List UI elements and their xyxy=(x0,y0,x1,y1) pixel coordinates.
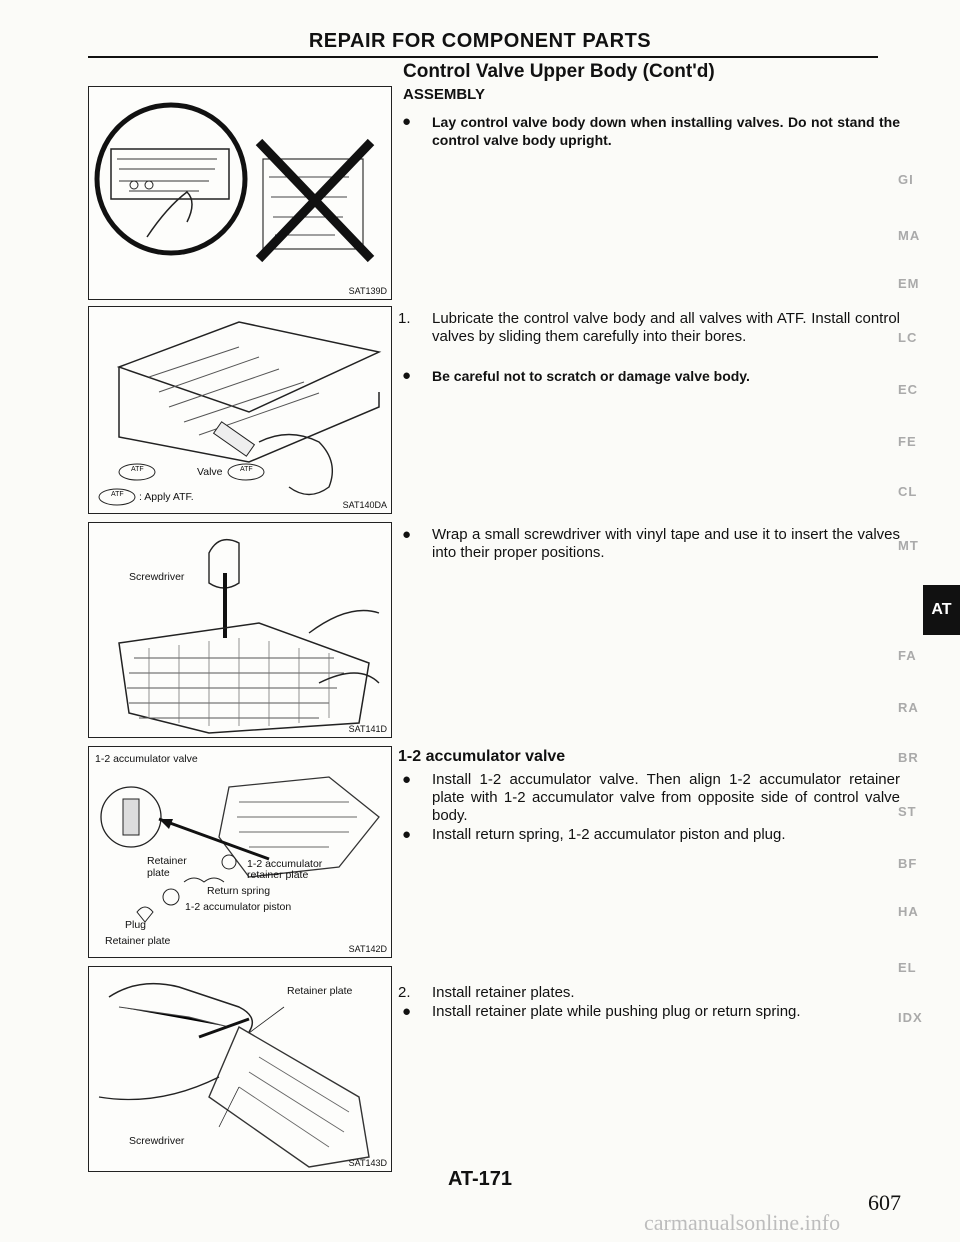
page-header: REPAIR FOR COMPONENT PARTS xyxy=(308,30,652,52)
side-tab-br[interactable]: BR xyxy=(898,750,919,765)
screwdriver-label: Screwdriver xyxy=(129,1135,185,1147)
side-tab-ec[interactable]: EC xyxy=(898,382,919,397)
side-tab-lc[interactable]: LC xyxy=(898,330,918,345)
accumulator-retainer-plate-label: 1-2 accumulator retainer plate xyxy=(247,858,323,881)
step1-text: Lubricate the control valve body and all valves with ATF. Install control valves by sliding them carefully into their bores. xyxy=(432,310,900,345)
side-tab-fa[interactable]: FA xyxy=(898,648,917,663)
retainer-plate-label-2: Retainer plate xyxy=(105,935,171,947)
step1-note: Be careful not to scratch or damage valve body. xyxy=(432,368,750,384)
bullet: ● xyxy=(402,771,412,788)
screwdriver-insert-illustration xyxy=(89,523,391,737)
figure-sat143d xyxy=(88,966,392,1172)
retainer-plate-label: Retainer plate xyxy=(287,985,353,997)
bullet: ● xyxy=(402,367,412,384)
side-tab-bf[interactable]: BF xyxy=(898,856,918,871)
bullet: ● xyxy=(402,826,412,843)
step2-text: Install retainer plates. xyxy=(432,984,575,1001)
step2-bullet: Install retainer plate while pushing plug or return spring. xyxy=(432,1003,801,1020)
side-tab-cl[interactable]: CL xyxy=(898,484,918,499)
accumulator-bullet-2: Install return spring, 1-2 accumulator piston and plug. xyxy=(432,826,786,843)
side-tab-mt[interactable]: MT xyxy=(898,538,919,553)
accumulator-valve-label: 1-2 accumulator valve xyxy=(95,753,198,765)
intro-bullet: Lay control valve body down when installing valves. Do not stand the control valve body upright. xyxy=(432,114,900,148)
atf-symbol: ATF xyxy=(131,466,144,473)
section-title: Control Valve Upper Body (Cont'd) xyxy=(403,61,715,82)
wrap-text: Wrap a small screwdriver with vinyl tape and use it to insert the valves into their proper positions. xyxy=(432,526,900,561)
screwdriver-label: Screwdriver xyxy=(129,571,185,583)
lubricate-valve-illustration xyxy=(89,307,391,513)
bullet: ● xyxy=(402,113,412,130)
figure-code: SAT143D xyxy=(348,1158,387,1168)
side-tab-ha[interactable]: HA xyxy=(898,904,919,919)
side-tab-el[interactable]: EL xyxy=(898,960,917,975)
atf-symbol: ATF xyxy=(240,466,253,473)
accumulator-piston-label: 1-2 accumulator piston xyxy=(185,901,292,913)
header-rule xyxy=(88,56,878,58)
accumulator-heading: 1-2 accumulator valve xyxy=(398,748,566,765)
accumulator-bullet-1: Install 1-2 accumulator valve. Then align 1-2 accumulator retainer plate with 1-2 accumulator valve from opposite side of control valve body. xyxy=(432,771,900,824)
page-number: 607 xyxy=(868,1190,901,1215)
side-tab-em[interactable]: EM xyxy=(898,276,920,291)
assembly-subtitle: ASSEMBLY xyxy=(403,86,485,103)
figure-sat139d xyxy=(88,86,392,300)
page-footer: AT-171 xyxy=(447,1168,513,1190)
bullet: ● xyxy=(402,1003,412,1020)
figure-sat141d xyxy=(88,522,392,738)
watermark: carmanualsonline.info xyxy=(644,1210,841,1235)
figure-code: SAT141D xyxy=(348,724,387,734)
valve-body-upright-illustration xyxy=(89,87,391,299)
plug-label: Plug xyxy=(125,919,147,931)
step-number: 2. xyxy=(398,984,411,1001)
side-tab-fe[interactable]: FE xyxy=(898,434,917,449)
figure-sat142d xyxy=(88,746,392,958)
side-tab-idx[interactable]: IDX xyxy=(898,1010,923,1025)
return-spring-label: Return spring xyxy=(207,885,271,897)
step-number: 1. xyxy=(398,310,411,327)
side-tab-gi[interactable]: GI xyxy=(898,172,914,187)
valve-label: Valve xyxy=(197,466,223,478)
side-tab-at-active[interactable]: AT xyxy=(923,585,960,635)
atf-symbol: ATF xyxy=(111,491,124,498)
retainer-plate-label: Retainer plate xyxy=(147,855,187,879)
figure-code: SAT142D xyxy=(348,944,387,954)
side-tab-ra[interactable]: RA xyxy=(898,700,919,715)
apply-atf-legend: : Apply ATF. xyxy=(139,491,194,503)
figure-code: SAT140DA xyxy=(342,500,387,510)
side-tab-st[interactable]: ST xyxy=(898,804,917,819)
side-tab-ma[interactable]: MA xyxy=(898,228,921,243)
figure-sat140da xyxy=(88,306,392,514)
bullet: ● xyxy=(402,526,412,543)
figure-code: SAT139D xyxy=(348,286,387,296)
